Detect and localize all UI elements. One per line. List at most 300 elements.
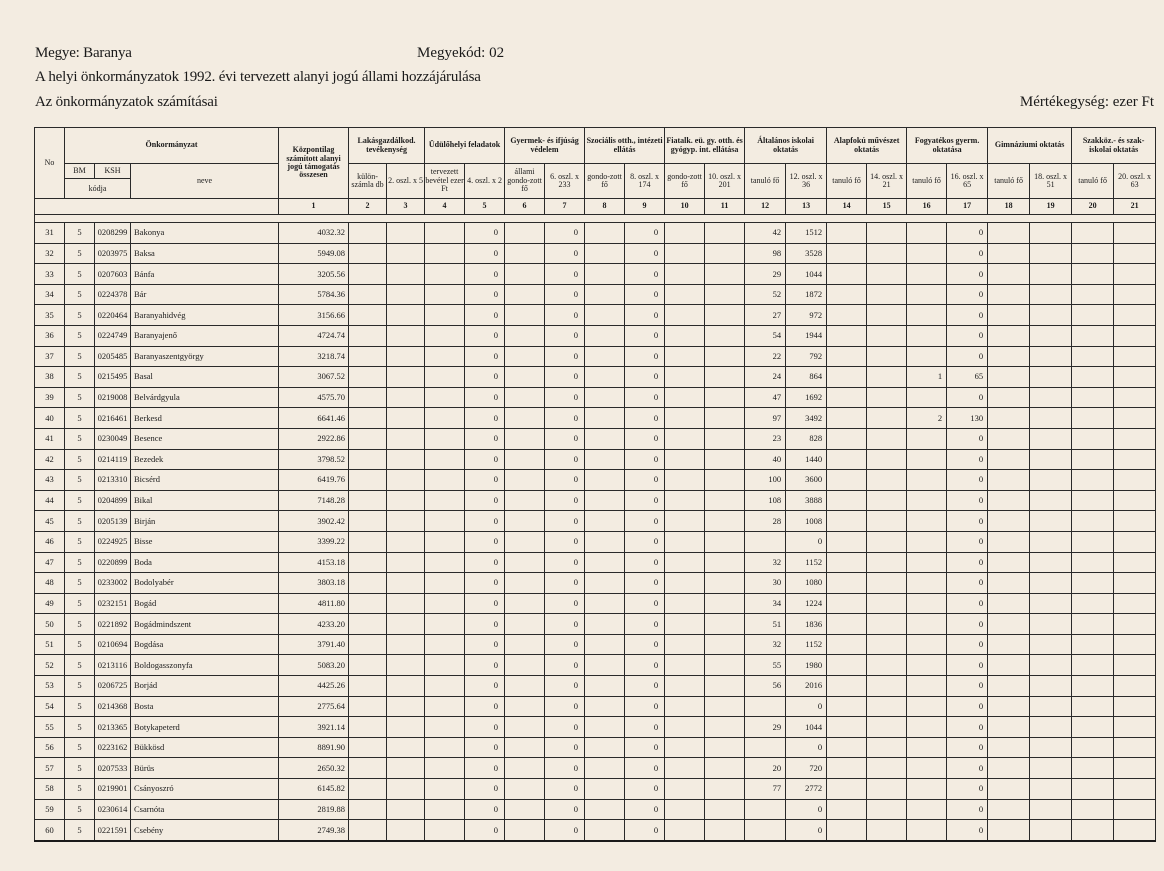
table-row xyxy=(35,387,1156,408)
table-row xyxy=(35,593,1156,614)
empty-cell xyxy=(1114,325,1156,346)
municipality-name: Bánfa xyxy=(131,264,279,285)
empty-cell xyxy=(505,552,545,573)
empty-cell xyxy=(1114,346,1156,367)
cell-col13: 828 xyxy=(786,428,827,449)
empty-cell xyxy=(827,573,867,594)
total-support: 4811.80 xyxy=(279,593,349,614)
cell-col17: 0 xyxy=(947,470,988,491)
empty-cell xyxy=(1072,614,1114,635)
empty-cell xyxy=(349,614,387,635)
row-number: 32 xyxy=(35,243,65,264)
empty-cell xyxy=(1030,696,1072,717)
empty-cell xyxy=(349,737,387,758)
empty-cell xyxy=(988,264,1030,285)
cell-col9: 0 xyxy=(625,470,665,491)
municipality-name: Bogádmindszent xyxy=(131,614,279,635)
bm-code: 5 xyxy=(65,387,95,408)
cell-col17: 0 xyxy=(947,264,988,285)
bm-code: 5 xyxy=(65,779,95,800)
sub-header: tervezett bevétel ezer Ft xyxy=(425,164,465,199)
table-row xyxy=(35,367,1156,388)
empty-cell xyxy=(988,367,1030,388)
cell-col13: 1440 xyxy=(786,449,827,470)
empty-cell xyxy=(349,264,387,285)
empty-cell xyxy=(827,470,867,491)
bm-code: 5 xyxy=(65,346,95,367)
total-support: 5083.20 xyxy=(279,655,349,676)
empty-cell xyxy=(665,470,705,491)
empty-cell xyxy=(349,243,387,264)
empty-cell xyxy=(425,531,465,552)
empty-cell xyxy=(988,634,1030,655)
col-number: 15 xyxy=(867,199,907,215)
empty-cell xyxy=(665,717,705,738)
empty-cell xyxy=(867,367,907,388)
cell-col13: 2772 xyxy=(786,779,827,800)
sub-header: külön-számla db xyxy=(349,164,387,199)
empty-cell xyxy=(867,428,907,449)
empty-cell xyxy=(1030,737,1072,758)
empty-cell xyxy=(867,284,907,305)
empty-cell xyxy=(387,593,425,614)
empty-cell xyxy=(705,367,745,388)
empty-cell xyxy=(585,573,625,594)
empty-cell xyxy=(505,264,545,285)
empty-cell xyxy=(1030,511,1072,532)
empty-cell xyxy=(665,428,705,449)
empty-cell xyxy=(988,305,1030,326)
empty-cell xyxy=(505,284,545,305)
cell-col7: 0 xyxy=(545,243,585,264)
cell-col7: 0 xyxy=(545,346,585,367)
row-number: 43 xyxy=(35,470,65,491)
ksh-code: 0233002 xyxy=(95,573,131,594)
cell-col12: 51 xyxy=(745,614,786,635)
row-number: 45 xyxy=(35,511,65,532)
empty-cell xyxy=(1072,634,1114,655)
total-support: 2775.64 xyxy=(279,696,349,717)
cell-col9: 0 xyxy=(625,305,665,326)
empty-cell xyxy=(988,779,1030,800)
cell-col17: 0 xyxy=(947,737,988,758)
cell-col17: 0 xyxy=(947,284,988,305)
total-support: 3921.14 xyxy=(279,717,349,738)
empty-cell xyxy=(585,305,625,326)
empty-cell xyxy=(988,552,1030,573)
empty-cell xyxy=(867,552,907,573)
cell-col13: 0 xyxy=(786,531,827,552)
municipality-name: Bogád xyxy=(131,593,279,614)
bm-code: 5 xyxy=(65,593,95,614)
empty-cell xyxy=(387,325,425,346)
empty-cell xyxy=(387,655,425,676)
empty-cell xyxy=(1114,223,1156,244)
empty-cell xyxy=(665,387,705,408)
empty-cell xyxy=(387,676,425,697)
empty-cell xyxy=(425,552,465,573)
empty-cell xyxy=(827,387,867,408)
empty-cell xyxy=(827,325,867,346)
ksh-code: 0205139 xyxy=(95,511,131,532)
municipality-name: Bükkösd xyxy=(131,737,279,758)
cell-col17: 0 xyxy=(947,779,988,800)
cell-col12: 32 xyxy=(745,552,786,573)
col-number: 20 xyxy=(1072,199,1114,215)
cell-col13: 2016 xyxy=(786,676,827,697)
empty-cell xyxy=(988,696,1030,717)
empty-cell xyxy=(349,634,387,655)
cell-col16 xyxy=(907,470,947,491)
col-number: 10 xyxy=(665,199,705,215)
empty-cell xyxy=(425,676,465,697)
cell-col9: 0 xyxy=(625,264,665,285)
cell-col12 xyxy=(745,531,786,552)
cell-col16 xyxy=(907,779,947,800)
empty-cell xyxy=(585,325,625,346)
cell-col5: 0 xyxy=(465,223,505,244)
cell-col12: 32 xyxy=(745,634,786,655)
empty-cell xyxy=(665,573,705,594)
municipality-name: Baranyajenő xyxy=(131,325,279,346)
unit-label: Mértékegység: ezer Ft xyxy=(1019,94,1154,110)
empty-cell xyxy=(387,511,425,532)
empty-cell xyxy=(1072,264,1114,285)
table-row xyxy=(35,717,1156,738)
ksh-code: 0223162 xyxy=(95,737,131,758)
empty-cell xyxy=(425,325,465,346)
empty-cell xyxy=(867,305,907,326)
empty-cell xyxy=(505,305,545,326)
empty-cell xyxy=(425,634,465,655)
empty-cell xyxy=(867,696,907,717)
cell-col12: 42 xyxy=(745,223,786,244)
empty-cell xyxy=(665,593,705,614)
empty-cell xyxy=(1030,717,1072,738)
table-row xyxy=(35,552,1156,573)
empty-cell xyxy=(1114,655,1156,676)
cell-col12: 54 xyxy=(745,325,786,346)
total-support: 8891.90 xyxy=(279,737,349,758)
row-number: 36 xyxy=(35,325,65,346)
group-header: Lakásgazdálkod. tevékenység xyxy=(349,128,425,164)
empty-cell xyxy=(1114,717,1156,738)
cell-col16 xyxy=(907,511,947,532)
empty-cell xyxy=(705,634,745,655)
ksh-code: 0214368 xyxy=(95,696,131,717)
empty-cell xyxy=(349,408,387,429)
empty-cell xyxy=(665,676,705,697)
empty-cell xyxy=(827,655,867,676)
table-row xyxy=(35,428,1156,449)
cell-col7: 0 xyxy=(545,284,585,305)
total-support: 3791.40 xyxy=(279,634,349,655)
row-number: 57 xyxy=(35,758,65,779)
ksh-code: 0215495 xyxy=(95,367,131,388)
row-number: 60 xyxy=(35,820,65,841)
municipality-name: Bodolyabér xyxy=(131,573,279,594)
empty-cell xyxy=(988,223,1030,244)
table-row xyxy=(35,325,1156,346)
sub-header: 18. oszl. x 51 xyxy=(1030,164,1072,199)
cell-col13: 972 xyxy=(786,305,827,326)
cell-col7: 0 xyxy=(545,676,585,697)
empty-cell xyxy=(867,531,907,552)
total-support: 6419.76 xyxy=(279,470,349,491)
empty-cell xyxy=(387,243,425,264)
empty-cell xyxy=(387,614,425,635)
cell-col16: 1 xyxy=(907,367,947,388)
empty-cell xyxy=(665,284,705,305)
cell-col16: 2 xyxy=(907,408,947,429)
empty-cell xyxy=(705,737,745,758)
cell-col13: 1080 xyxy=(786,573,827,594)
empty-cell xyxy=(1072,676,1114,697)
empty-cell xyxy=(665,552,705,573)
cell-col7: 0 xyxy=(545,552,585,573)
empty-cell xyxy=(988,346,1030,367)
municipality-name: Baranyaszentgyörgy xyxy=(131,346,279,367)
row-number: 38 xyxy=(35,367,65,388)
cell-col12: 108 xyxy=(745,490,786,511)
cell-col13: 1836 xyxy=(786,614,827,635)
empty-cell xyxy=(585,614,625,635)
empty-cell xyxy=(425,614,465,635)
total-support: 2749.38 xyxy=(279,820,349,841)
cell-col16 xyxy=(907,284,947,305)
cell-col7: 0 xyxy=(545,511,585,532)
ksh-code: 0206725 xyxy=(95,676,131,697)
empty-cell xyxy=(1114,779,1156,800)
empty-cell xyxy=(1114,408,1156,429)
table-row xyxy=(35,223,1156,244)
empty-cell xyxy=(505,223,545,244)
cell-col16 xyxy=(907,490,947,511)
cell-col7: 0 xyxy=(545,593,585,614)
empty-cell xyxy=(1114,758,1156,779)
empty-cell xyxy=(1072,449,1114,470)
ksh-code: 0230614 xyxy=(95,799,131,820)
sub-header: 8. oszl. x 174 xyxy=(625,164,665,199)
row-number: 52 xyxy=(35,655,65,676)
cell-col9: 0 xyxy=(625,820,665,841)
empty-cell xyxy=(665,264,705,285)
empty-cell xyxy=(867,264,907,285)
empty-cell xyxy=(1030,799,1072,820)
empty-cell xyxy=(425,490,465,511)
cell-col16 xyxy=(907,325,947,346)
empty-cell xyxy=(1072,717,1114,738)
cell-col16 xyxy=(907,573,947,594)
group-header: Fogyatékos gyerm. oktatása xyxy=(907,128,988,164)
empty-cell xyxy=(387,799,425,820)
municipality-name: Birján xyxy=(131,511,279,532)
cell-col13: 0 xyxy=(786,820,827,841)
empty-cell xyxy=(425,573,465,594)
table-row xyxy=(35,758,1156,779)
empty-cell xyxy=(665,449,705,470)
empty-cell xyxy=(705,531,745,552)
empty-cell xyxy=(665,223,705,244)
ksh-code: 0230049 xyxy=(95,428,131,449)
empty-cell xyxy=(827,634,867,655)
ksh-code: 0213116 xyxy=(95,655,131,676)
table-row xyxy=(35,676,1156,697)
cell-col12: 30 xyxy=(745,573,786,594)
cell-col17: 0 xyxy=(947,223,988,244)
empty-cell xyxy=(827,614,867,635)
table-row xyxy=(35,820,1156,841)
bm-code: 5 xyxy=(65,305,95,326)
empty-cell xyxy=(988,614,1030,635)
cell-col5: 0 xyxy=(465,428,505,449)
empty-cell xyxy=(867,325,907,346)
cell-col5: 0 xyxy=(465,284,505,305)
total-support: 2819.88 xyxy=(279,799,349,820)
empty-cell xyxy=(349,573,387,594)
cell-col9: 0 xyxy=(625,717,665,738)
municipality-name: Bikal xyxy=(131,490,279,511)
bm-code: 5 xyxy=(65,614,95,635)
total-support: 3218.74 xyxy=(279,346,349,367)
col-number: 19 xyxy=(1030,199,1072,215)
cell-col16 xyxy=(907,696,947,717)
empty-cell xyxy=(505,758,545,779)
empty-cell xyxy=(1030,325,1072,346)
bm-code: 5 xyxy=(65,676,95,697)
empty-cell xyxy=(988,573,1030,594)
empty-cell xyxy=(988,593,1030,614)
empty-cell xyxy=(1114,799,1156,820)
cell-col13: 0 xyxy=(786,737,827,758)
empty-cell xyxy=(1072,737,1114,758)
col-number: 1 xyxy=(279,199,349,215)
empty-cell xyxy=(1072,655,1114,676)
cell-col9: 0 xyxy=(625,573,665,594)
empty-cell xyxy=(1072,696,1114,717)
empty-cell xyxy=(827,305,867,326)
cell-col7: 0 xyxy=(545,573,585,594)
cell-col17: 65 xyxy=(947,367,988,388)
cell-col7: 0 xyxy=(545,779,585,800)
bm-code: 5 xyxy=(65,531,95,552)
empty-cell xyxy=(705,820,745,841)
empty-cell xyxy=(585,593,625,614)
bm-code: 5 xyxy=(65,737,95,758)
cell-col5: 0 xyxy=(465,552,505,573)
empty-cell xyxy=(665,614,705,635)
cell-col12: 29 xyxy=(745,264,786,285)
empty-cell xyxy=(867,408,907,429)
empty-cell xyxy=(505,696,545,717)
empty-cell xyxy=(705,243,745,264)
cell-col5: 0 xyxy=(465,325,505,346)
empty-cell xyxy=(867,346,907,367)
empty-cell xyxy=(1114,284,1156,305)
empty-cell xyxy=(1030,387,1072,408)
cell-col16 xyxy=(907,799,947,820)
empty-cell xyxy=(387,223,425,244)
empty-cell xyxy=(988,511,1030,532)
col-number: 21 xyxy=(1114,199,1156,215)
empty-cell xyxy=(827,408,867,429)
cell-col5: 0 xyxy=(465,346,505,367)
cell-col12 xyxy=(745,799,786,820)
sub-header: 6. oszl. x 233 xyxy=(545,164,585,199)
cell-col5: 0 xyxy=(465,593,505,614)
municipality-name: Bisse xyxy=(131,531,279,552)
cell-col17: 0 xyxy=(947,531,988,552)
empty-cell xyxy=(349,779,387,800)
cell-col16 xyxy=(907,593,947,614)
table-row xyxy=(35,696,1156,717)
empty-cell xyxy=(505,367,545,388)
cell-col12: 97 xyxy=(745,408,786,429)
cell-col12: 55 xyxy=(745,655,786,676)
empty-cell xyxy=(1030,820,1072,841)
table-row xyxy=(35,531,1156,552)
empty-cell xyxy=(827,593,867,614)
empty-cell xyxy=(705,470,745,491)
cell-col7: 0 xyxy=(545,614,585,635)
empty-cell xyxy=(665,758,705,779)
bm-code: 5 xyxy=(65,799,95,820)
cell-col9: 0 xyxy=(625,552,665,573)
table-row xyxy=(35,779,1156,800)
cell-col7: 0 xyxy=(545,305,585,326)
empty-cell xyxy=(585,717,625,738)
empty-cell xyxy=(827,243,867,264)
empty-cell xyxy=(585,531,625,552)
total-support: 5784.36 xyxy=(279,284,349,305)
empty-cell xyxy=(387,264,425,285)
empty-cell xyxy=(827,449,867,470)
empty-cell xyxy=(988,490,1030,511)
total-support: 5949.08 xyxy=(279,243,349,264)
empty-cell xyxy=(665,531,705,552)
page-subtitle: Az önkormányzatok számításai xyxy=(35,94,218,110)
empty-cell xyxy=(988,325,1030,346)
empty-cell xyxy=(387,634,425,655)
bm-code: 5 xyxy=(65,717,95,738)
empty-cell xyxy=(827,264,867,285)
empty-cell xyxy=(1030,243,1072,264)
cell-col12: 20 xyxy=(745,758,786,779)
ksh-code: 0210694 xyxy=(95,634,131,655)
cell-col12: 40 xyxy=(745,449,786,470)
cell-col12: 98 xyxy=(745,243,786,264)
cell-col17: 0 xyxy=(947,799,988,820)
cell-col9: 0 xyxy=(625,346,665,367)
cell-col16 xyxy=(907,737,947,758)
bm-code: 5 xyxy=(65,428,95,449)
empty-cell xyxy=(1072,243,1114,264)
empty-cell xyxy=(705,305,745,326)
empty-cell xyxy=(505,449,545,470)
empty-cell xyxy=(1030,531,1072,552)
cell-col16 xyxy=(907,614,947,635)
empty-cell xyxy=(867,758,907,779)
empty-cell xyxy=(827,676,867,697)
page-title: A helyi önkormányzatok 1992. évi tervezett alanyi jogú állami hozzájárulása xyxy=(35,69,481,85)
cell-col5: 0 xyxy=(465,779,505,800)
cell-col16 xyxy=(907,634,947,655)
empty-cell xyxy=(585,387,625,408)
empty-cell xyxy=(425,655,465,676)
empty-cell xyxy=(988,717,1030,738)
cell-col13: 792 xyxy=(786,346,827,367)
bm-code: 5 xyxy=(65,325,95,346)
